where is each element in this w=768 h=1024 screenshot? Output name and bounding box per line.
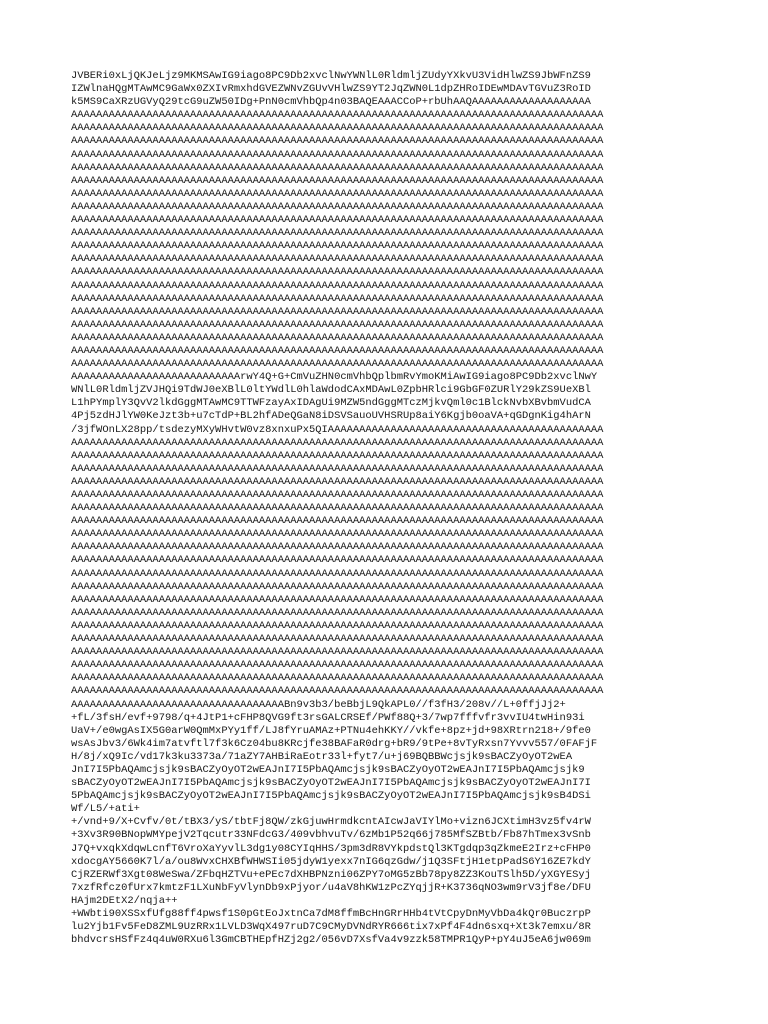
text-line: AAAAAAAAAAAAAAAAAAAAAAAAAAAAAAAAAAAAAAAAAAAAAAAAAAAAAAAAAAAAAAAAAAAAAAAAAAAAAAAAAAAAA [71,672,604,685]
text-line: +3Xv3R90BNopWMYpejV2Tqcutr33NFdcG3/409vbhvuTv/6zMb1P52q66j785MfSZBtb/Fb87hTmex3vSnb [71,829,591,842]
text-line: 4Pj5zdHJlYW0KeJzt3b+u7cTdP+BL2hfADeQGaN8iDSVSauoUVHSRUp8aiY6Kgjb0oaVA+qGDgnKig4hArN [71,410,591,423]
text-line: xdocgAY5660K7l/a/ou8WvxCHXBfWHWSIi05jdyW1yexx7nIG6qzGdw/j1Q3SFtjH1etpPadS6Y16ZE7kdY [71,855,591,868]
text-line: AAAAAAAAAAAAAAAAAAAAAAAAAAAAAAAAAAAAAAAAAAAAAAAAAAAAAAAAAAAAAAAAAAAAAAAAAAAAAAAAAAAAA [71,161,604,174]
text-line: UaV+/e0wgAsIX5G0arW0QmMxPYy1ff/LJ8fYruAMAz+PTNu4ehKKY//vkfe+8pz+jd+98XRtrn218+/9fe0 [71,724,591,737]
text-line: Wf/L5/+ati+ [71,803,140,816]
text-line: bhdvcrsHSfFz4q4uW0RXu6l3GmCBTHEpfHZj2g2/056vD7XsfVa4v9zzk58TMPR1QyP+pY4uJ5eA6jw069m [71,934,591,947]
text-line: JnI7I5PbAQAmcjsjk9sBACZyOyOT2wEAJnI7I5PbAQAmcjsjk9sBACZyOyOT2wEAJnI7I5PbAQAmcjsjk9 [71,763,585,776]
text-line: J7Q+vxqkXdqwLcnfT6VroXaYyvlL3dg1y08CYIqHHS/3pm3dR8VYkpdstQl3KTgdqp3qZkmeE2Irz+cFHP0 [71,842,591,855]
text-line: AAAAAAAAAAAAAAAAAAAAAAAAAAArwY4Q+G+CmVuZHN0cmVhbQplbmRvYmoKMiAwIG9iago8PC9Db2xvclNwY [71,371,598,384]
text-line: AAAAAAAAAAAAAAAAAAAAAAAAAAAAAAAAAAAAAAAAAAAAAAAAAAAAAAAAAAAAAAAAAAAAAAAAAAAAAAAAAAAAA [71,449,604,462]
text-line: CjRZERWf3Xgt08WeSwa/ZFbqHZTVu+ePEc7dXHBPNzni06ZPY7oMG5zBb78py8ZZ3KouTSlh5D/yXGYESyj [71,868,591,881]
text-line: AAAAAAAAAAAAAAAAAAAAAAAAAAAAAAAAAAAAAAAAAAAAAAAAAAAAAAAAAAAAAAAAAAAAAAAAAAAAAAAAAAAAA [71,646,604,659]
text-line: AAAAAAAAAAAAAAAAAAAAAAAAAAAAAAAAAAAAAAAAAAAAAAAAAAAAAAAAAAAAAAAAAAAAAAAAAAAAAAAAAAAAA [71,240,604,253]
text-line: AAAAAAAAAAAAAAAAAAAAAAAAAAAAAAAAAAAAAAAAAAAAAAAAAAAAAAAAAAAAAAAAAAAAAAAAAAAAAAAAAAAAA [71,187,604,200]
text-line: AAAAAAAAAAAAAAAAAAAAAAAAAAAAAAAAAABn9v3b3/beBbjL9QkAPL0//f3fH3/208v//L+0ffjJj2+ [71,698,566,711]
text-line: AAAAAAAAAAAAAAAAAAAAAAAAAAAAAAAAAAAAAAAAAAAAAAAAAAAAAAAAAAAAAAAAAAAAAAAAAAAAAAAAAAAAA [71,109,604,122]
text-line: AAAAAAAAAAAAAAAAAAAAAAAAAAAAAAAAAAAAAAAAAAAAAAAAAAAAAAAAAAAAAAAAAAAAAAAAAAAAAAAAAAAAA [71,554,604,567]
text-line: AAAAAAAAAAAAAAAAAAAAAAAAAAAAAAAAAAAAAAAAAAAAAAAAAAAAAAAAAAAAAAAAAAAAAAAAAAAAAAAAAAAAA [71,685,604,698]
encoded-text-document [71,70,699,947]
text-line: AAAAAAAAAAAAAAAAAAAAAAAAAAAAAAAAAAAAAAAAAAAAAAAAAAAAAAAAAAAAAAAAAAAAAAAAAAAAAAAAAAAAA [71,567,604,580]
text-line: wsAsJbv3/6Wk4im7atvftl7f3k6Cz04bu8KRcjfe38BAFaR0drg+bR9/9tPe+8vTyRxsn7Yvvv557/0FAFjF [71,737,598,750]
text-line: +/vnd+9/X+Cvfv/0t/tBX3/yS/tbtFj8QW/zkGjuwHrmdkcntAIcwJaVIYlMo+vizn6JCXtimH3vz5fv4rW [71,816,591,829]
text-line: k5MS9CaXRzUGVyQ29tcG9uZW50IDg+PnN0cmVhbQp4n03BAQEAAACCoP+rbUhAAQAAAAAAAAAAAAAAAAAAA [71,96,591,109]
text-line: sBACZyOyOT2wEAJnI7I5PbAQAmcjsjk9sBACZyOyOT2wEAJnI7I5PbAQAmcjsjk9sBACZyOyOT2wEAJnI7I [71,777,591,790]
text-line: AAAAAAAAAAAAAAAAAAAAAAAAAAAAAAAAAAAAAAAAAAAAAAAAAAAAAAAAAAAAAAAAAAAAAAAAAAAAAAAAAAAAA [71,358,604,371]
text-line: AAAAAAAAAAAAAAAAAAAAAAAAAAAAAAAAAAAAAAAAAAAAAAAAAAAAAAAAAAAAAAAAAAAAAAAAAAAAAAAAAAAAA [71,279,604,292]
text-line: AAAAAAAAAAAAAAAAAAAAAAAAAAAAAAAAAAAAAAAAAAAAAAAAAAAAAAAAAAAAAAAAAAAAAAAAAAAAAAAAAAAAA [71,541,604,554]
text-line: AAAAAAAAAAAAAAAAAAAAAAAAAAAAAAAAAAAAAAAAAAAAAAAAAAAAAAAAAAAAAAAAAAAAAAAAAAAAAAAAAAAAA [71,580,604,593]
text-line: AAAAAAAAAAAAAAAAAAAAAAAAAAAAAAAAAAAAAAAAAAAAAAAAAAAAAAAAAAAAAAAAAAAAAAAAAAAAAAAAAAAAA [71,633,604,646]
text-line: AAAAAAAAAAAAAAAAAAAAAAAAAAAAAAAAAAAAAAAAAAAAAAAAAAAAAAAAAAAAAAAAAAAAAAAAAAAAAAAAAAAAA [71,659,604,672]
text-line: AAAAAAAAAAAAAAAAAAAAAAAAAAAAAAAAAAAAAAAAAAAAAAAAAAAAAAAAAAAAAAAAAAAAAAAAAAAAAAAAAAAAA [71,489,604,501]
text-line: L1hPYmplY3QvV2lkdGggMTAwMC9TTWFzayAxIDAgUi9MZW5ndGggMTczMjkvQml0c1BlckNvbXBvbmVudCA [71,397,591,410]
text-line: +fL/3fsH/evf+9798/q+4JtP1+cFHP8QVG9ft3rsGALCRSEf/PWf88Q+3/7wp7fffvfr3vvIU4twHin93i [71,711,585,724]
text-line: AAAAAAAAAAAAAAAAAAAAAAAAAAAAAAAAAAAAAAAAAAAAAAAAAAAAAAAAAAAAAAAAAAAAAAAAAAAAAAAAAAAAA [71,344,604,357]
text-line: IZWlnaHQgMTAwMC9GaWx0ZXIvRmxhdGVEZWNvZGUvVHlwZS9YT2JqZWN0L1dpZHRoIDEwMDAvTGVuZ3RoID [71,83,591,96]
text-line: /3jfWOnLX28pp/tsdezyMXyWHvtW0vz8xnxuPx5QIAAAAAAAAAAAAAAAAAAAAAAAAAAAAAAAAAAAAAAAAAAAA [71,423,604,436]
text-line: AAAAAAAAAAAAAAAAAAAAAAAAAAAAAAAAAAAAAAAAAAAAAAAAAAAAAAAAAAAAAAAAAAAAAAAAAAAAAAAAAAAAA [71,606,604,619]
text-line: AAAAAAAAAAAAAAAAAAAAAAAAAAAAAAAAAAAAAAAAAAAAAAAAAAAAAAAAAAAAAAAAAAAAAAAAAAAAAAAAAAAAA [71,318,604,331]
text-line: AAAAAAAAAAAAAAAAAAAAAAAAAAAAAAAAAAAAAAAAAAAAAAAAAAAAAAAAAAAAAAAAAAAAAAAAAAAAAAAAAAAAA [71,253,604,266]
text-line: 7xzfRfcz0fUrx7kmtzF1LXuNbFyVlynDb9xPjyor/u4aV8hKW1zPcZYqjjR+K3736qNO3wm9rV3jf8e/DFU [71,881,591,894]
text-line: AAAAAAAAAAAAAAAAAAAAAAAAAAAAAAAAAAAAAAAAAAAAAAAAAAAAAAAAAAAAAAAAAAAAAAAAAAAAAAAAAAAAA [71,619,604,632]
text-line: AAAAAAAAAAAAAAAAAAAAAAAAAAAAAAAAAAAAAAAAAAAAAAAAAAAAAAAAAAAAAAAAAAAAAAAAAAAAAAAAAAAAA [71,135,604,148]
text-line: AAAAAAAAAAAAAAAAAAAAAAAAAAAAAAAAAAAAAAAAAAAAAAAAAAAAAAAAAAAAAAAAAAAAAAAAAAAAAAAAAAAAA [71,122,604,135]
text-line: HAjm2DEtX2/nqja++ [71,894,178,907]
text-line: lu2Yjb1Fv5FeD8ZML9UzRRx1LVLD3WqX497ruD7C9CMyDVNdRYR666tix7xPf4F4dn6sxq+Xt3k7emxu/8R [71,921,591,934]
text-line: AAAAAAAAAAAAAAAAAAAAAAAAAAAAAAAAAAAAAAAAAAAAAAAAAAAAAAAAAAAAAAAAAAAAAAAAAAAAAAAAAAAAA [71,227,604,240]
text-line: AAAAAAAAAAAAAAAAAAAAAAAAAAAAAAAAAAAAAAAAAAAAAAAAAAAAAAAAAAAAAAAAAAAAAAAAAAAAAAAAAAAAA [71,462,604,475]
text-line: AAAAAAAAAAAAAAAAAAAAAAAAAAAAAAAAAAAAAAAAAAAAAAAAAAAAAAAAAAAAAAAAAAAAAAAAAAAAAAAAAAAAA [71,528,604,541]
text-line: AAAAAAAAAAAAAAAAAAAAAAAAAAAAAAAAAAAAAAAAAAAAAAAAAAAAAAAAAAAAAAAAAAAAAAAAAAAAAAAAAAAAA [71,593,604,606]
text-line: AAAAAAAAAAAAAAAAAAAAAAAAAAAAAAAAAAAAAAAAAAAAAAAAAAAAAAAAAAAAAAAAAAAAAAAAAAAAAAAAAAAAA [71,266,604,279]
text-line: AAAAAAAAAAAAAAAAAAAAAAAAAAAAAAAAAAAAAAAAAAAAAAAAAAAAAAAAAAAAAAAAAAAAAAAAAAAAAAAAAAAAA [71,331,604,344]
text-line: AAAAAAAAAAAAAAAAAAAAAAAAAAAAAAAAAAAAAAAAAAAAAAAAAAAAAAAAAAAAAAAAAAAAAAAAAAAAAAAAAAAAA [71,502,604,515]
text-line: AAAAAAAAAAAAAAAAAAAAAAAAAAAAAAAAAAAAAAAAAAAAAAAAAAAAAAAAAAAAAAAAAAAAAAAAAAAAAAAAAAAAA [71,200,604,213]
text-line: 5PbAQAmcjsjk9sBACZyOyOT2wEAJnI7I5PbAQAmcjsjk9sBACZyOyOT2wEAJnI7I5PbAQAmcjsjk9sB4DSi [71,790,591,803]
text-line: AAAAAAAAAAAAAAAAAAAAAAAAAAAAAAAAAAAAAAAAAAAAAAAAAAAAAAAAAAAAAAAAAAAAAAAAAAAAAAAAAAAAA [71,148,604,161]
text-line: AAAAAAAAAAAAAAAAAAAAAAAAAAAAAAAAAAAAAAAAAAAAAAAAAAAAAAAAAAAAAAAAAAAAAAAAAAAAAAAAAAAAA [71,436,604,449]
text-line: AAAAAAAAAAAAAAAAAAAAAAAAAAAAAAAAAAAAAAAAAAAAAAAAAAAAAAAAAAAAAAAAAAAAAAAAAAAAAAAAAAAAA [71,515,604,528]
text-line: AAAAAAAAAAAAAAAAAAAAAAAAAAAAAAAAAAAAAAAAAAAAAAAAAAAAAAAAAAAAAAAAAAAAAAAAAAAAAAAAAAAAA [71,292,604,305]
text-line: +WWbti90XSSxfUfg88ff4pwsf1S0pGtEoJxtnCa7dM8ffmBcHnGRrHHb4tVtCpyDnMyVbDa4kQr0BuczrpP [71,908,591,920]
text-line: H/8j/xQ9Ic/vd17k3ku3373a/71aZY7AHBiRaEotr33l+fyt7/u+j69BQBBWcjsjk9sBACZyOyOT2wEA [71,750,573,763]
text-line: JVBERi0xLjQKJeLjz9MKMSAwIG9iago8PC9Db2xvclNwYWNlL0RldmljZUdyYXkvU3VidHlwZS9JbWFnZS9 [71,70,591,82]
text-line: AAAAAAAAAAAAAAAAAAAAAAAAAAAAAAAAAAAAAAAAAAAAAAAAAAAAAAAAAAAAAAAAAAAAAAAAAAAAAAAAAAAAA [71,214,604,227]
text-line: WNlL0RldmljZVJHQi9TdWJ0eXBlL0ltYWdlL0hlaWdodCAxMDAwL0ZpbHRlci9GbGF0ZURlY29kZS9UeXBl [71,384,591,397]
text-line: AAAAAAAAAAAAAAAAAAAAAAAAAAAAAAAAAAAAAAAAAAAAAAAAAAAAAAAAAAAAAAAAAAAAAAAAAAAAAAAAAAAAA [71,305,604,318]
text-line: AAAAAAAAAAAAAAAAAAAAAAAAAAAAAAAAAAAAAAAAAAAAAAAAAAAAAAAAAAAAAAAAAAAAAAAAAAAAAAAAAAAAA [71,475,604,488]
text-line: AAAAAAAAAAAAAAAAAAAAAAAAAAAAAAAAAAAAAAAAAAAAAAAAAAAAAAAAAAAAAAAAAAAAAAAAAAAAAAAAAAAAA [71,174,604,187]
